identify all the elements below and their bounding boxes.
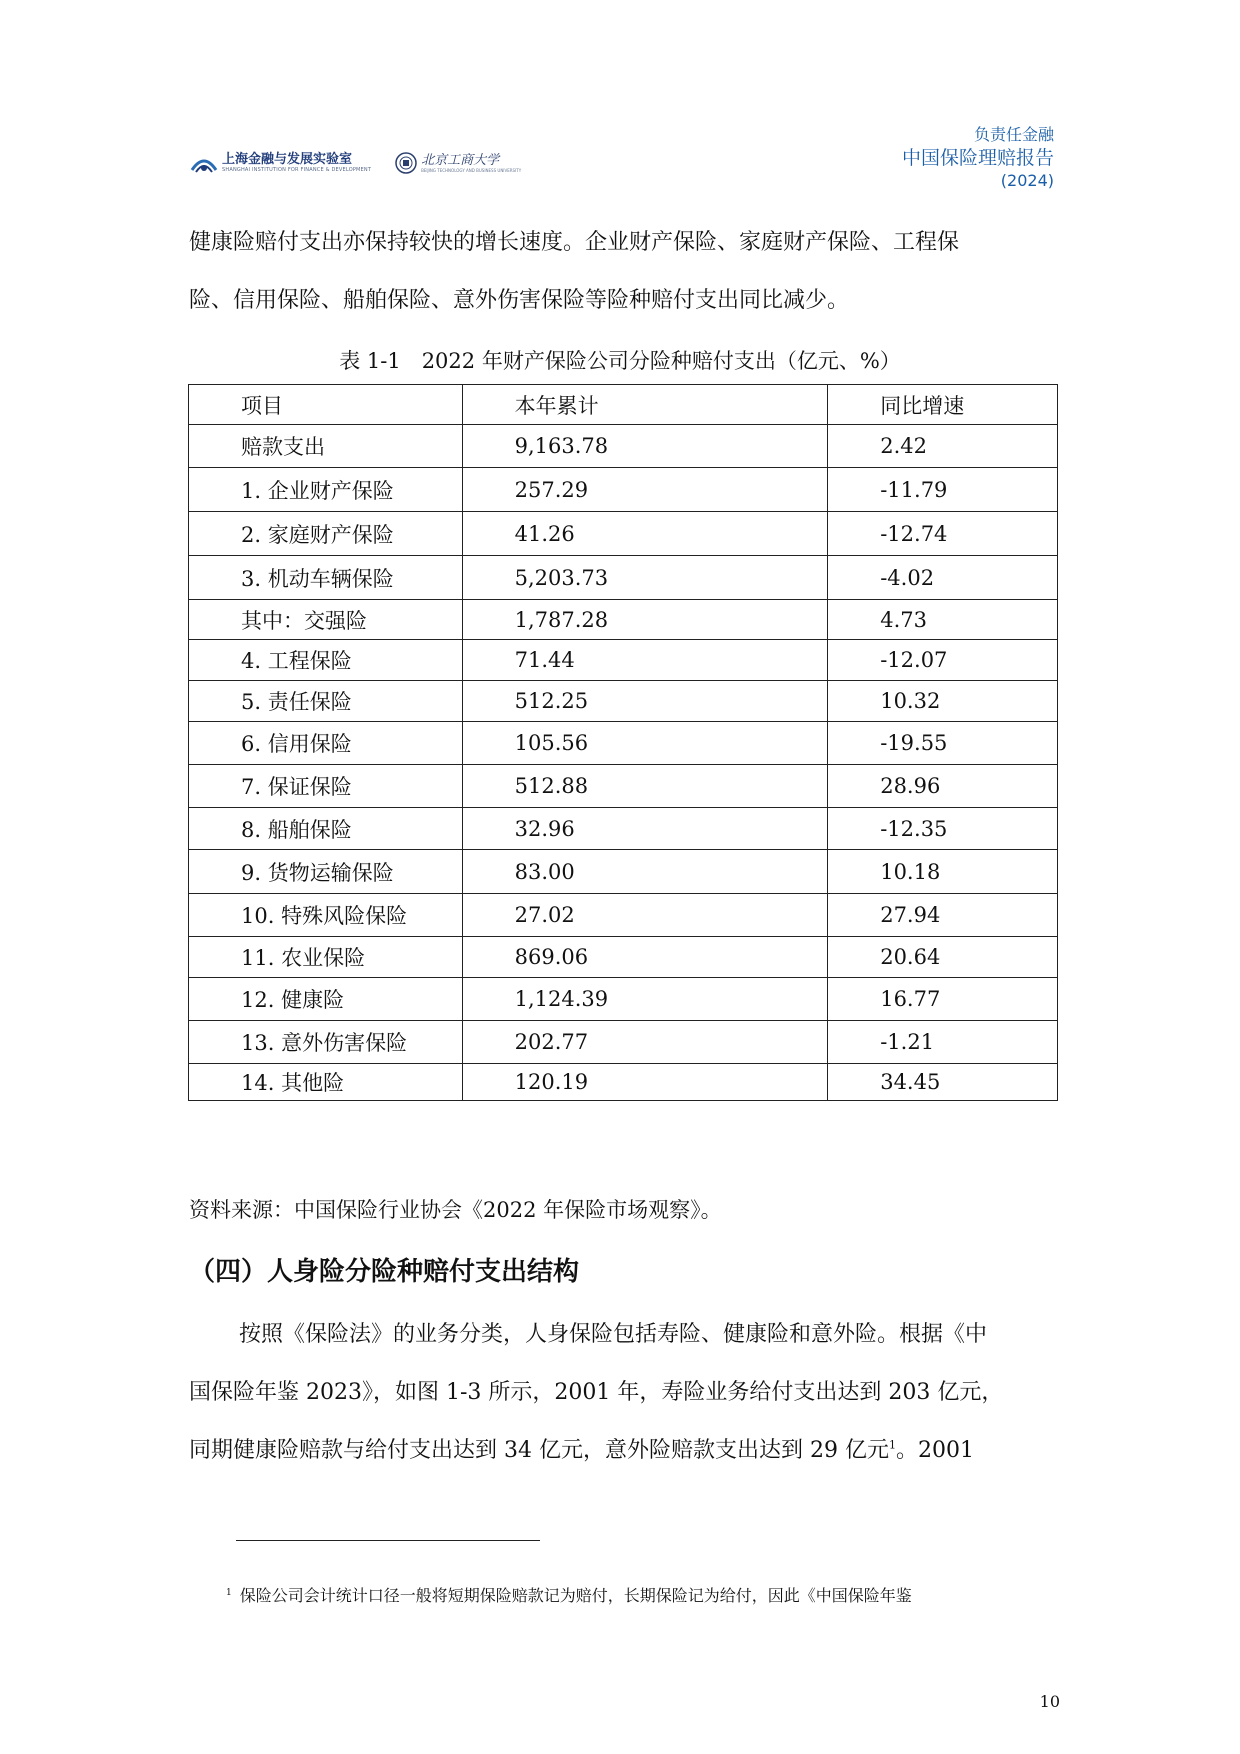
row-value-cell: 257.29 bbox=[462, 468, 828, 512]
table-row bbox=[189, 808, 1058, 850]
row-label-cell: 13. 意外伤害保险 bbox=[189, 1021, 463, 1064]
row-growth-cell: 28.96 bbox=[828, 765, 1058, 808]
row-growth-cell: 34.45 bbox=[828, 1064, 1058, 1101]
table-row bbox=[189, 1064, 1058, 1101]
table-caption: 表 1-1 2022 年财产保险公司分险种赔付支出（亿元、%） bbox=[339, 349, 901, 373]
row-growth-cell: -12.07 bbox=[828, 640, 1058, 681]
footnote-reference[interactable]: 1 bbox=[888, 1438, 896, 1452]
row-label-cell: 其中：交强险 bbox=[189, 600, 463, 640]
table-row bbox=[189, 1021, 1058, 1064]
btbu-logo bbox=[395, 152, 521, 174]
row-growth-cell: 10.18 bbox=[828, 850, 1058, 894]
row-growth-cell: -12.74 bbox=[828, 512, 1058, 556]
row-growth-cell: -1.21 bbox=[828, 1021, 1058, 1064]
row-label-cell: 7. 保证保险 bbox=[189, 765, 463, 808]
row-value-cell: 71.44 bbox=[462, 640, 828, 681]
sifd-logo-icon bbox=[190, 150, 218, 176]
header-logos bbox=[190, 148, 521, 178]
table-row bbox=[189, 937, 1058, 978]
row-value-cell: 83.00 bbox=[462, 850, 828, 894]
report-header bbox=[902, 125, 1054, 191]
table-row bbox=[189, 765, 1058, 808]
row-label-cell: 赔款支出 bbox=[189, 425, 463, 468]
row-value-cell: 105.56 bbox=[462, 722, 828, 765]
row-growth-cell: -12.35 bbox=[828, 808, 1058, 850]
table-row bbox=[189, 600, 1058, 640]
row-growth-cell: 27.94 bbox=[828, 894, 1058, 937]
row-label-cell: 11. 农业保险 bbox=[189, 937, 463, 978]
paragraph-2 bbox=[189, 1306, 1057, 1480]
table-row bbox=[189, 512, 1058, 556]
claims-table bbox=[188, 384, 1058, 1101]
table-row bbox=[189, 681, 1058, 722]
row-label-cell: 4. 工程保险 bbox=[189, 640, 463, 681]
row-label-cell: 12. 健康险 bbox=[189, 978, 463, 1021]
table-header-cell: 同比增速 bbox=[828, 385, 1058, 425]
row-value-cell: 512.25 bbox=[462, 681, 828, 722]
btbu-emblem-icon bbox=[395, 152, 417, 174]
footnote-divider bbox=[236, 1540, 540, 1541]
row-value-cell: 512.88 bbox=[462, 765, 828, 808]
table-header-cell: 项目 bbox=[189, 385, 463, 425]
row-label-cell: 3. 机动车辆保险 bbox=[189, 556, 463, 600]
section-heading: （四）人身险分险种赔付支出结构 bbox=[189, 1257, 580, 1287]
footnote-marker: 1 bbox=[226, 1587, 232, 1598]
paragraph-1 bbox=[189, 214, 1057, 330]
row-value-cell: 1,124.39 bbox=[462, 978, 828, 1021]
row-growth-cell: -19.55 bbox=[828, 722, 1058, 765]
row-growth-cell: -4.02 bbox=[828, 556, 1058, 600]
sifd-logo bbox=[190, 150, 371, 176]
report-series: 负责任金融 bbox=[973, 125, 1054, 144]
report-title: 中国保险理赔报告 bbox=[901, 147, 1054, 169]
row-label-cell: 8. 船舶保险 bbox=[189, 808, 463, 850]
paragraph-1-line-2: 险、信用保险、船舶保险、意外伤害保险等险种赔付支出同比减少。 bbox=[189, 288, 850, 313]
row-value-cell: 9,163.78 bbox=[462, 425, 828, 468]
row-label-cell: 1. 企业财产保险 bbox=[189, 468, 463, 512]
sifd-logo-subtitle: SHANGHAI INSTITUTION FOR FINANCE & DEVELOPMENT bbox=[222, 167, 372, 173]
row-label-cell: 5. 责任保险 bbox=[189, 681, 463, 722]
paragraph-2-line-1: 按照《保险法》的业务分类，人身保险包括寿险、健康险和意外险。根据《中 bbox=[239, 1322, 988, 1347]
page-number: 10 bbox=[1039, 1692, 1060, 1711]
paragraph-2-line-3-tail: 。2001 bbox=[895, 1438, 974, 1463]
footnote-text: 保险公司会计统计口径一般将短期保险赔款记为赔付，长期保险记为给付，因此《中国保险年鉴 bbox=[239, 1586, 912, 1605]
row-value-cell: 41.26 bbox=[462, 512, 828, 556]
row-growth-cell: 10.32 bbox=[828, 681, 1058, 722]
table-row bbox=[189, 722, 1058, 765]
row-value-cell: 120.19 bbox=[462, 1064, 828, 1101]
row-growth-cell: 2.42 bbox=[828, 425, 1058, 468]
row-growth-cell: -11.79 bbox=[828, 468, 1058, 512]
footnote bbox=[226, 1585, 912, 1607]
row-value-cell: 202.77 bbox=[462, 1021, 828, 1064]
table-row bbox=[189, 425, 1058, 468]
table-row bbox=[189, 850, 1058, 894]
table-row bbox=[189, 894, 1058, 937]
btbu-logo-name: 北京工商大学 bbox=[421, 152, 500, 168]
paragraph-2-line-3 bbox=[189, 1422, 1057, 1480]
table-row bbox=[189, 978, 1058, 1021]
row-value-cell: 27.02 bbox=[462, 894, 828, 937]
sifd-logo-name: 上海金融与发展实验室 bbox=[222, 152, 353, 167]
row-value-cell: 1,787.28 bbox=[462, 600, 828, 640]
row-label-cell: 2. 家庭财产保险 bbox=[189, 512, 463, 556]
row-value-cell: 5,203.73 bbox=[462, 556, 828, 600]
row-value-cell: 32.96 bbox=[462, 808, 828, 850]
paragraph-2-line-2: 国保险年鉴 2023》，如图 1-3 所示，2001 年，寿险业务给付支出达到 203 亿元， bbox=[189, 1380, 1004, 1405]
row-label-cell: 9. 货物运输保险 bbox=[189, 850, 463, 894]
row-growth-cell: 16.77 bbox=[828, 978, 1058, 1021]
row-label-cell: 14. 其他险 bbox=[189, 1064, 463, 1101]
btbu-logo-subtitle: BEIJING TECHNOLOGY AND BUSINESS UNIVERSITY bbox=[421, 167, 522, 173]
table-header-cell: 本年累计 bbox=[462, 385, 828, 425]
table-header-row bbox=[189, 385, 1058, 425]
row-growth-cell: 4.73 bbox=[828, 600, 1058, 640]
table-row bbox=[189, 640, 1058, 681]
paragraph-2-line-3-text: 同期健康险赔款与给付支出达到 34 亿元，意外险赔款支出达到 29 亿元 bbox=[189, 1438, 889, 1463]
row-label-cell: 6. 信用保险 bbox=[189, 722, 463, 765]
row-label-cell: 10. 特殊风险保险 bbox=[189, 894, 463, 937]
table-row bbox=[189, 556, 1058, 600]
table-source: 资料来源：中国保险行业协会《2022 年保险市场观察》。 bbox=[189, 1198, 722, 1222]
row-value-cell: 869.06 bbox=[462, 937, 828, 978]
report-year: (2024) bbox=[1000, 171, 1054, 190]
table-row bbox=[189, 468, 1058, 512]
paragraph-1-line-1: 健康险赔付支出亦保持较快的增长速度。企业财产保险、家庭财产保险、工程保 bbox=[189, 230, 960, 255]
row-growth-cell: 20.64 bbox=[828, 937, 1058, 978]
